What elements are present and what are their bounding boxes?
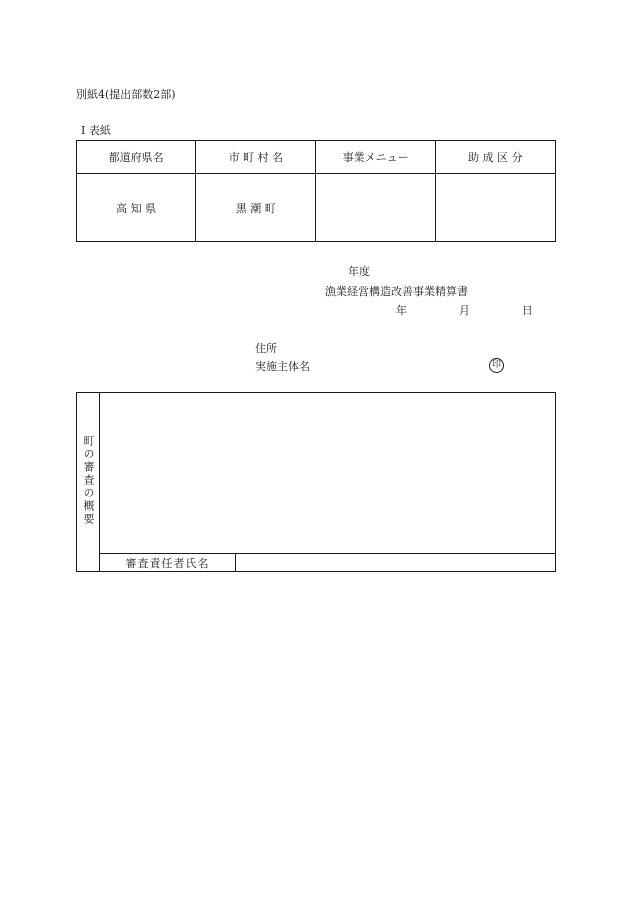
officer-value bbox=[236, 554, 556, 572]
attachment-label: 別紙4(提出部数2部) bbox=[76, 88, 176, 101]
officer-label: 審査責任者氏名 bbox=[100, 554, 236, 572]
header-municipality: 市 町 村 名 bbox=[196, 141, 316, 174]
entity-label: 実施主体名 bbox=[255, 360, 310, 373]
header-project-menu: 事業メニュー bbox=[316, 141, 435, 174]
value-subsidy-category bbox=[435, 174, 555, 242]
report-title: 漁業経営構造改善事業精算書 bbox=[325, 285, 468, 298]
review-table bbox=[76, 392, 556, 572]
report-date: 年 月 日 bbox=[396, 304, 557, 317]
value-municipality: 黒 潮 町 bbox=[196, 174, 316, 242]
header-prefecture: 都道府県名 bbox=[77, 141, 196, 174]
value-project-menu bbox=[316, 174, 435, 242]
fiscal-year: 年度 bbox=[348, 265, 370, 278]
section-label: Ⅰ 表紙 bbox=[81, 124, 111, 137]
value-prefecture: 高 知 県 bbox=[77, 174, 196, 242]
address-label: 住所 bbox=[255, 342, 277, 355]
review-side-label: 町の審査の概要 bbox=[82, 435, 95, 526]
review-side-cell bbox=[77, 393, 100, 572]
cover-table bbox=[76, 140, 556, 242]
review-content bbox=[100, 393, 556, 554]
seal-icon: 印 bbox=[489, 357, 504, 373]
header-subsidy-category: 助 成 区 分 bbox=[435, 141, 555, 174]
